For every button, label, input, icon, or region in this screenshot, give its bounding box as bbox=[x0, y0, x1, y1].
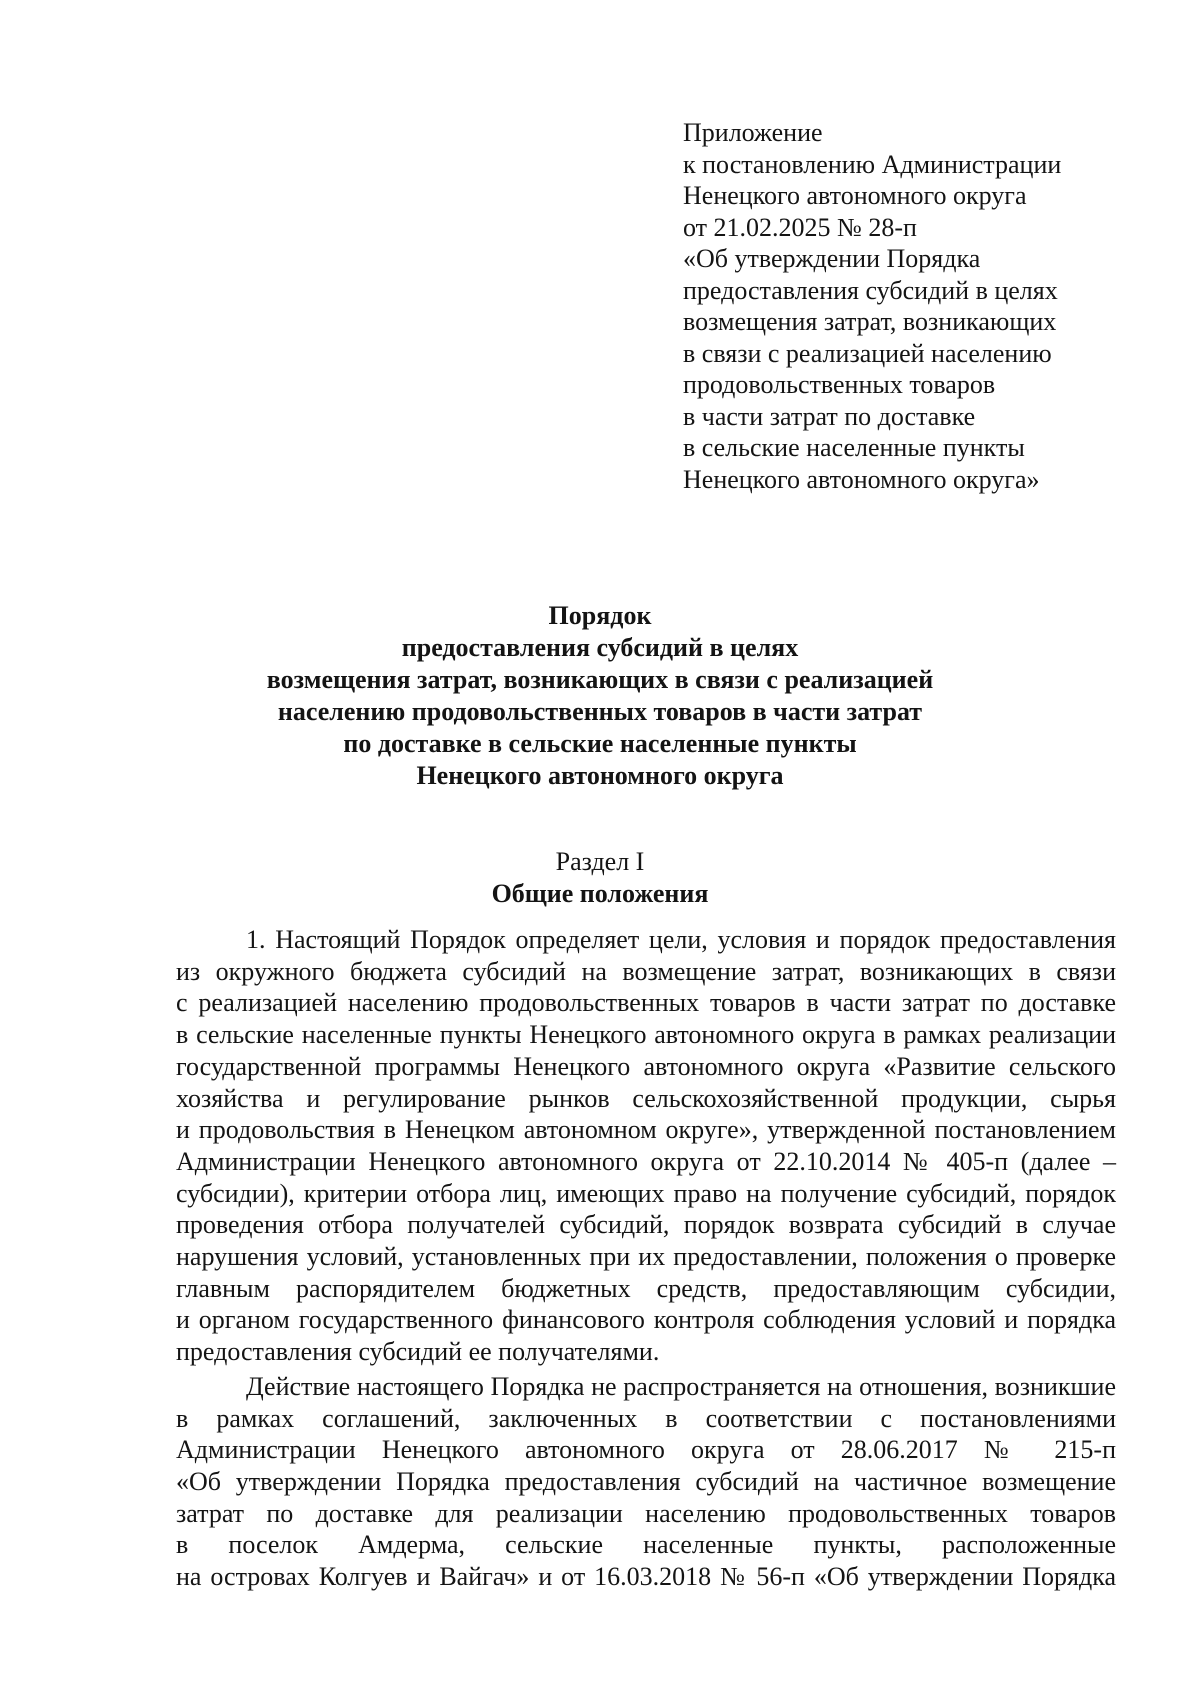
paragraph-1 bbox=[176, 924, 1116, 1368]
paragraph-line: в рамках соглашений, заключенных в соответствии с постановлениями bbox=[176, 1403, 1116, 1433]
title-line: по доставке в сельские населенные пункты bbox=[343, 729, 857, 758]
paragraph-line: Администрации Ненецкого автономного округа от 28.06.2017 № 215-п bbox=[176, 1435, 1116, 1465]
appendix-line: Приложение bbox=[683, 118, 823, 147]
paragraph-line: проведения отбора получателей субсидий, порядок возврата субсидий в случае bbox=[176, 1210, 1116, 1240]
paragraph-line: Действие настоящего Порядка не распространяется на отношения, возникшие bbox=[246, 1371, 1116, 1401]
paragraph-line: главным распорядителем бюджетных средств, предоставляющим субсидии, bbox=[176, 1273, 1116, 1303]
paragraph-line: на островах Колгуев и Вайгач» и от 16.03.2018 № 56-п «Об утверждении Порядка bbox=[176, 1562, 1116, 1592]
paragraph-line: нарушения условий, установленных при их предоставлении, положения о проверке bbox=[176, 1242, 1116, 1272]
paragraph-line: и органом государственного финансового контроля соблюдения условий и порядка bbox=[176, 1305, 1116, 1335]
paragraph-line: затрат по доставке для реализации населению продовольственных товаров bbox=[176, 1498, 1116, 1528]
appendix-line: «Об утверждении Порядка bbox=[683, 244, 981, 273]
appendix-line: в связи с реализацией населению bbox=[683, 338, 1052, 368]
appendix-line: Ненецкого автономного округа bbox=[683, 181, 1027, 210]
appendix-line: возмещения затрат, возникающих bbox=[683, 307, 1057, 336]
title-line: Порядок bbox=[548, 601, 652, 630]
document-body bbox=[176, 924, 1116, 1596]
appendix-line: Ненецкого автономного округа» bbox=[683, 464, 1040, 494]
title-line: населению продовольственных товаров в части затрат bbox=[277, 697, 923, 726]
paragraph-line: Администрации Ненецкого автономного округа от 22.10.2014 № 405-п (далее – bbox=[176, 1146, 1116, 1176]
document-title bbox=[150, 600, 1050, 792]
paragraph-line: государственной программы Ненецкого автономного округа «Развитие сельского bbox=[176, 1051, 1116, 1081]
appendix-line: предоставления субсидий в целях bbox=[683, 275, 1058, 305]
paragraph-line: хозяйства и регулирование рынков сельскохозяйственной продукции, сырья bbox=[176, 1083, 1116, 1113]
section-number: Раздел I bbox=[555, 847, 645, 876]
title-line: возмещения затрат, возникающих в связи с реализацией bbox=[266, 665, 934, 694]
section-heading bbox=[150, 846, 1050, 910]
appendix-line: в части затрат по доставке bbox=[683, 401, 976, 431]
paragraph-line: с реализацией населению продовольственных товаров в части затрат по доставке bbox=[176, 988, 1116, 1018]
appendix-line: от 21.02.2025 № 28-п bbox=[683, 212, 917, 242]
paragraph-line: предоставления субсидий ее получателями. bbox=[176, 1337, 660, 1367]
paragraph-line: 1. Настоящий Порядок определяет цели, условия и порядок предоставления bbox=[246, 925, 1116, 954]
appendix-header bbox=[683, 117, 1143, 495]
section-title: Общие положения bbox=[491, 879, 709, 908]
appendix-line: в сельские населенные пункты bbox=[683, 433, 1025, 462]
paragraph-2 bbox=[176, 1371, 1116, 1593]
title-line: предоставления субсидий в целях bbox=[401, 633, 799, 662]
title-line: Ненецкого автономного округа bbox=[416, 761, 784, 790]
paragraph-line: в поселок Амдерма, сельские населенные пункты, расположенные bbox=[176, 1530, 1116, 1560]
paragraph-line: субсидии), критерии отбора лиц, имеющих право на получение субсидий, порядок bbox=[176, 1178, 1116, 1208]
appendix-line: продовольственных товаров bbox=[683, 370, 996, 399]
appendix-line: к постановлению Администрации bbox=[683, 149, 1062, 179]
paragraph-line: из окружного бюджета субсидий на возмещение затрат, возникающих в связи bbox=[176, 956, 1116, 986]
paragraph-line: и продовольствия в Ненецком автономном округе», утвержденной постановлением bbox=[176, 1115, 1116, 1145]
paragraph-line: в сельские населенные пункты Ненецкого автономного округа в рамках реализации bbox=[176, 1020, 1116, 1050]
paragraph-line: «Об утверждении Порядка предоставления субсидий на частичное возмещение bbox=[176, 1466, 1116, 1496]
